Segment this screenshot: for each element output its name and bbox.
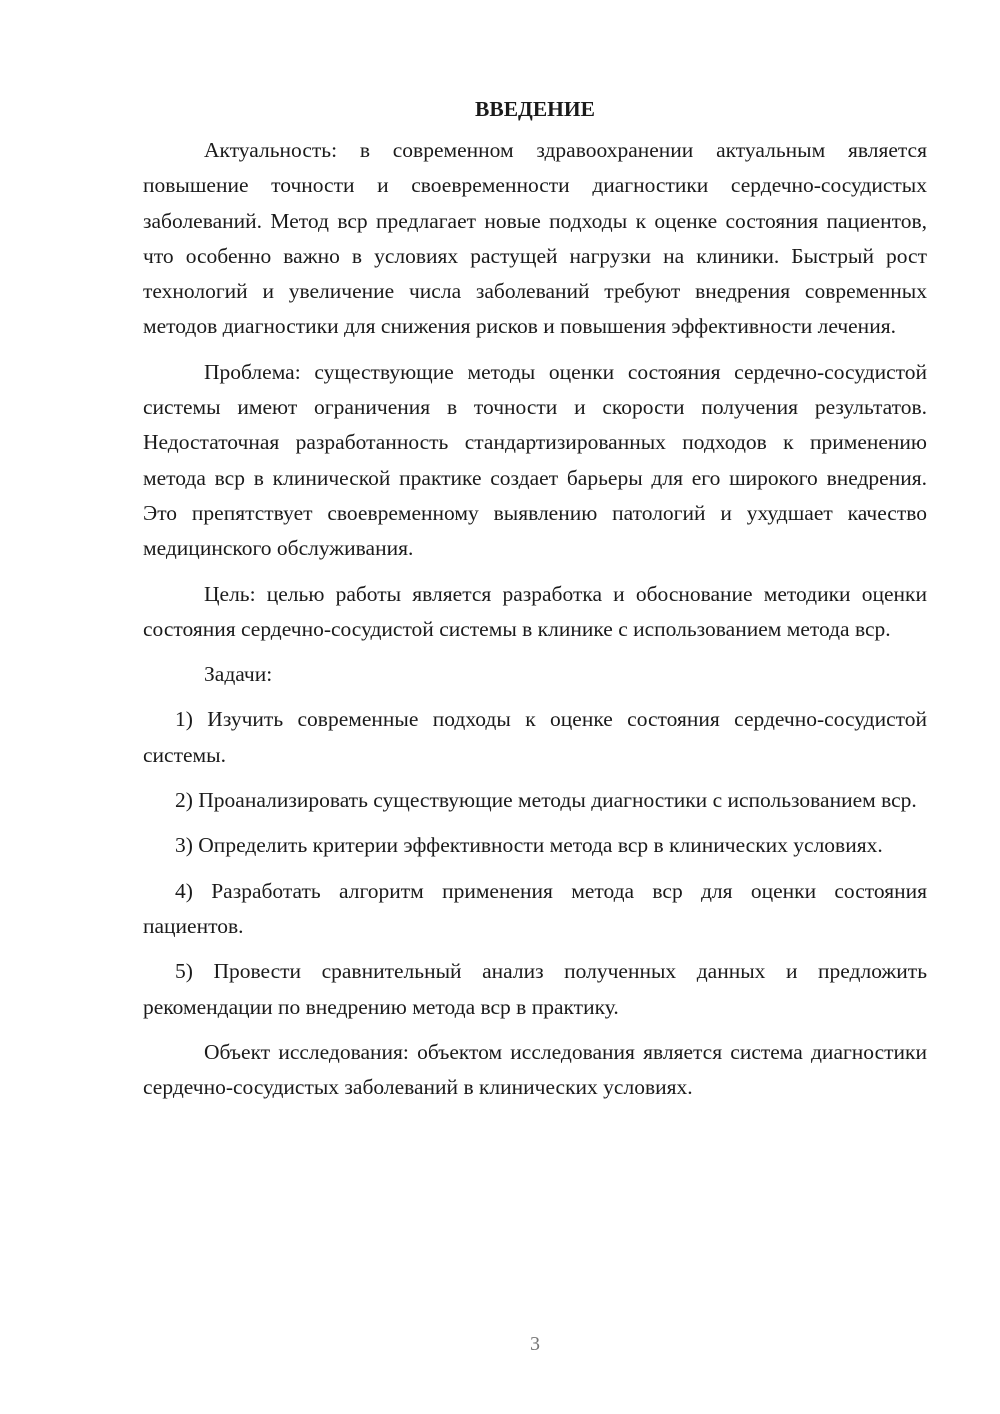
relevance-paragraph: Актуальность: в современном здравоохранении актуальным является повышение точности и своевременности диагностики сердечно-сосудистых заболеваний. Метод вср предлагает новые подходы к оценке состояния пациентов, что особенно важно в условиях растущей нагрузки на клиники. Быстрый рост технологий и увеличение числа заболеваний требуют внедрения современных методов диагностики для снижения рисков и повышения эффективности лечения. [143, 138, 927, 339]
goal-paragraph: Цель: целью работы является разработка и обоснование методики оценки состояния сердечно-сосудистой системы в клинике с использованием метода вср. [143, 581, 927, 641]
task-item-3: 3) Определить критерии эффективности метода вср в клинических условиях. [175, 833, 883, 858]
tasks-label: Задачи: [204, 662, 273, 687]
task-item-1: 1) Изучить современные подходы к оценке состояния сердечно-сосудистой системы. [143, 707, 927, 767]
tasks-list [143, 702, 927, 1024]
section-heading: ВВЕДЕНИЕ [475, 97, 595, 121]
object-paragraph: Объект исследования: объектом исследования является система диагностики сердечно-сосудистых заболеваний в клинических условиях. [143, 1039, 927, 1100]
page-number: 3 [530, 1333, 540, 1355]
document-page [143, 92, 927, 1105]
task-item-4: 4) Разработать алгоритм применения метода вср для оценки состояния пациентов. [143, 878, 927, 938]
task-item-5: 5) Провести сравнительный анализ полученных данных и предложить рекомендации по внедрению метода вср в практику. [143, 959, 927, 1019]
task-item-2: 2) Проанализировать существующие методы диагностики с использованием вср. [175, 788, 917, 813]
problem-paragraph: Проблема: существующие методы оценки состояния сердечно-сосудистой системы имеют ограничения в точности и скорости получения результатов. Недостаточная разработанность стандартизированных подходов к применению метода вср в клинической практике создает барьеры для его широкого внедрения. Это препятствует своевременному выявлению патологий и ухудшает качество медицинского обслуживания. [143, 359, 927, 561]
